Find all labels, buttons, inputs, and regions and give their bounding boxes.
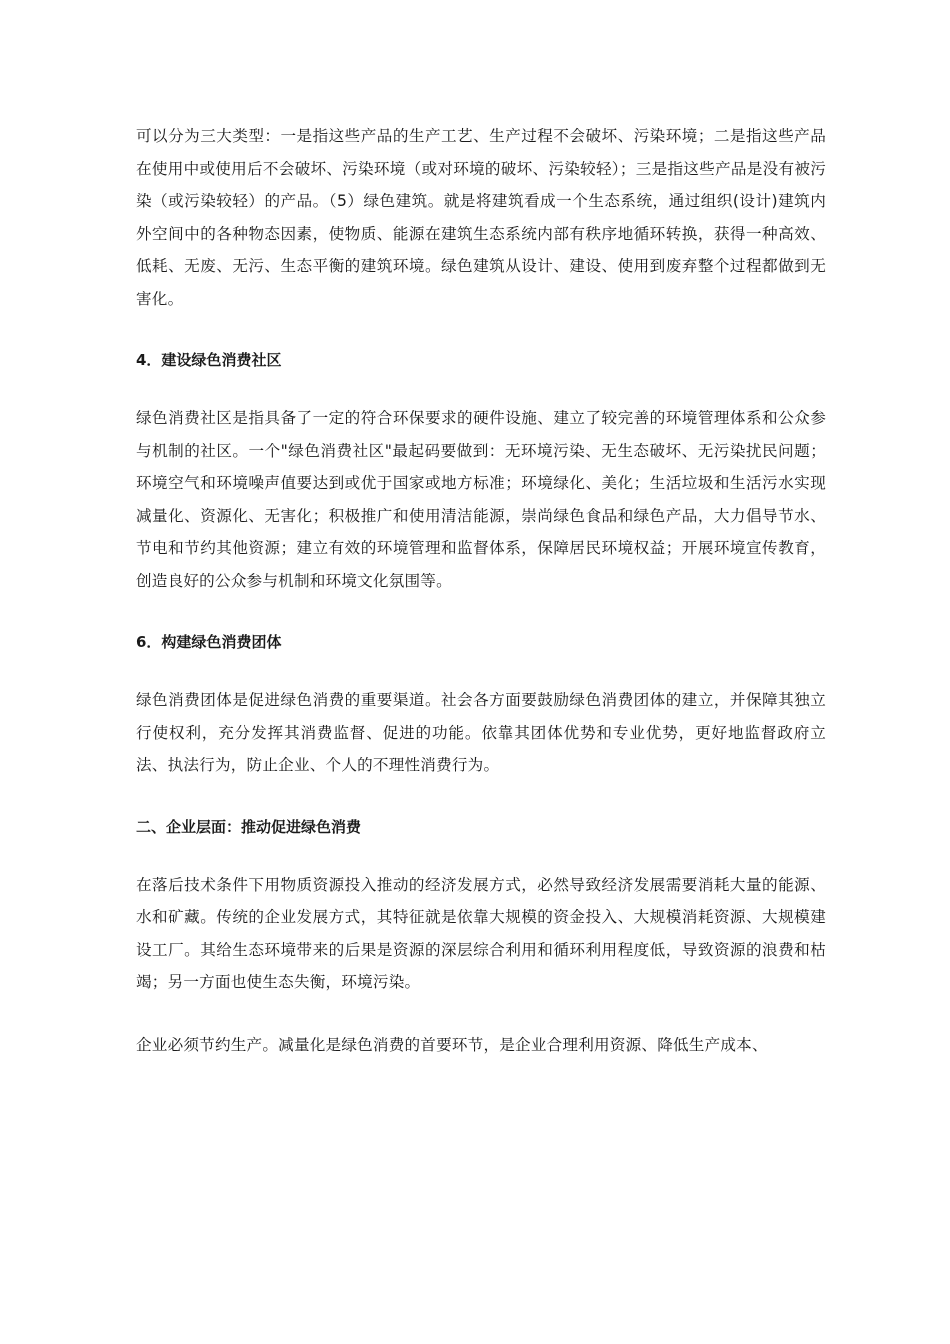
document-body bbox=[136, 120, 826, 1061]
paragraph-consumer-groups: 绿色消费团体是促进绿色消费的重要渠道。社会各方面要鼓励绿色消费团体的建立，并保障其独立行使权利，充分发挥其消费监督、促进的功能。依靠其团体优势和专业优势，更好地监督政府立法、执法行为，防止企业、个人的不理性消费行为。 bbox=[136, 691, 826, 774]
paragraph-enterprise-development: 在落后技术条件下用物质资源投入推动的经济发展方式，必然导致经济发展需要消耗大量的能源、水和矿藏。传统的企业发展方式，其特征就是依靠大规模的资金投入、大规模消耗资源、大规模建设工厂。其给生态环境带来的后果是资源的深层综合利用和循环利用程度低，导致资源的浪费和枯竭；另一方面也使生态失衡，环境污染。 bbox=[136, 875, 826, 991]
paragraph-green-community: 绿色消费社区是指具备了一定的符合环保要求的硬件设施、建立了较完善的环境管理体系和公众参与机制的社区。一个"绿色消费社区"最起码要做到：无环境污染、无生态破坏、无污染扰民问题；环境空气和环境噪声值要达到或优于国家或地方标准；环境绿化、美化；生活垃圾和生活污水实现减量化、资源化、无害化；积极推广和使用清洁能源，崇尚绿色食品和绿色产品，大力倡导节水、节电和节约其他资源；建立有效的环境管理和监督体系，保障居民环境权益；开展环境宣传教育，创造良好的公众参与机制和环境文化氛围等。 bbox=[136, 409, 826, 590]
section-heading-enterprise-level: 二、企业层面：推动促进绿色消费 bbox=[136, 817, 362, 836]
paragraph-enterprise-saving: 企业必须节约生产。减量化是绿色消费的首要环节，是企业合理利用资源、降低生产成本、 bbox=[136, 1035, 768, 1054]
paragraph-green-products: 可以分为三大类型：一是指这些产品的生产工艺、生产过程不会破坏、污染环境；二是指这些产品在使用中或使用后不会破坏、污染环境（或对环境的破坏、污染较轻）；三是指这些产品是没有被污染（或污染较轻）的产品。（5）绿色建筑。就是将建筑看成一个生态系统，通过组织(设计)建筑内外空间中的各种物态因素，使物质、能源在建筑生态系统内部有秩序地循环转换，获得一种高效、低耗、无废、无污、生态平衡的建筑环境。绿色建筑从设计、建设、使用到废弃整个过程都做到无害化。 bbox=[136, 127, 826, 308]
section-heading-consumer-groups: 6．构建绿色消费团体 bbox=[136, 633, 282, 651]
section-heading-green-community: 4．建设绿色消费社区 bbox=[136, 351, 282, 369]
